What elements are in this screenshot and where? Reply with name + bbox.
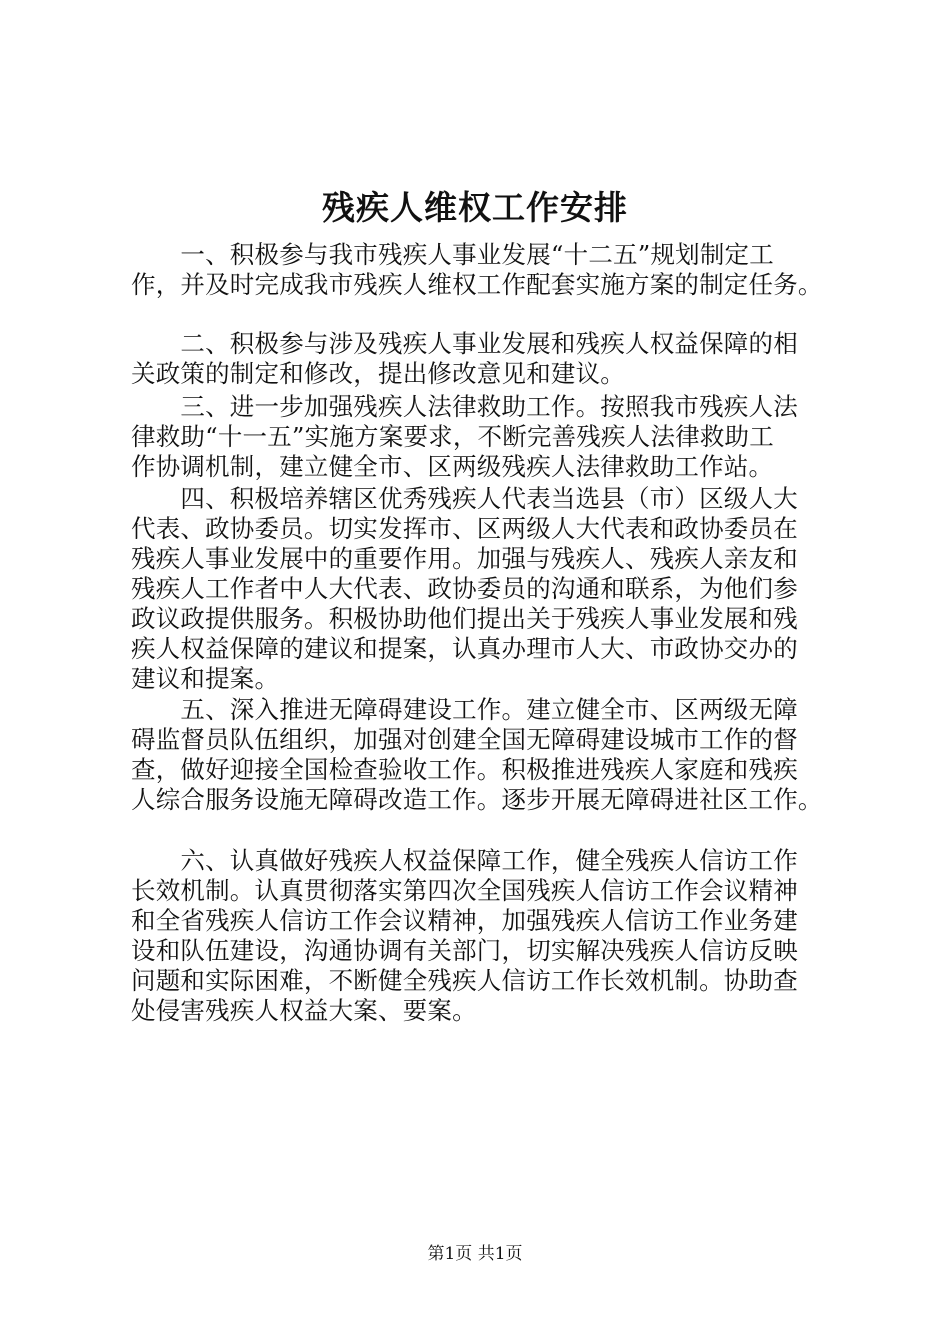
paragraph-1-line-1: 一、积极参与我市残疾人事业发展“十二五”规划制定工 xyxy=(131,240,774,269)
paragraph-4-line-6: 疾人权益保障的建议和提案，认真办理市人大、市政协交办的 xyxy=(131,634,798,663)
paragraph-4-line-1: 四、积极培养辖区优秀残疾人代表当选县（市）区级人大 xyxy=(131,484,798,513)
paragraph-6-line-1: 六、认真做好残疾人权益保障工作，健全残疾人信访工作 xyxy=(131,846,798,875)
paragraph-6-line-5: 问题和实际困难，不断健全残疾人信访工作长效机制。协助查 xyxy=(131,966,798,995)
paragraph-4-line-5: 政议政提供服务。积极协助他们提出关于残疾人事业发展和残 xyxy=(131,604,798,633)
paragraph-2-line-2: 关政策的制定和修改，提出修改意见和建议。 xyxy=(131,359,625,388)
paragraph-6-line-4: 设和队伍建设，沟通协调有关部门，切实解决残疾人信访反映 xyxy=(131,936,798,965)
paragraph-4-line-7: 建议和提案。 xyxy=(131,664,280,693)
paragraph-1-line-2: 作，并及时完成我市残疾人维权工作配套实施方案的制定任务。 xyxy=(131,270,823,299)
paragraph-5-line-2: 碍监督员队伍组织，加强对创建全国无障碍建设城市工作的督 xyxy=(131,725,798,754)
paragraph-5-line-4: 人综合服务设施无障碍改造工作。逐步开展无障碍进社区工作。 xyxy=(131,785,823,814)
paragraph-4-line-3: 残疾人事业发展中的重要作用。加强与残疾人、残疾人亲友和 xyxy=(131,544,798,573)
paragraph-2-line-1: 二、积极参与涉及残疾人事业发展和残疾人权益保障的相 xyxy=(131,329,798,358)
paragraph-6-line-6: 处侵害残疾人权益大案、要案。 xyxy=(131,996,477,1025)
page-title: 残疾人维权工作安排 xyxy=(322,188,628,227)
paragraph-3-line-3: 作协调机制，建立健全市、区两级残疾人法律救助工作站。 xyxy=(131,452,774,481)
paragraph-6-line-2: 长效机制。认真贯彻落实第四次全国残疾人信访工作会议精神 xyxy=(131,876,798,905)
paragraph-5-line-3: 查，做好迎接全国检查验收工作。积极推进残疾人家庭和残疾 xyxy=(131,755,798,784)
paragraph-5-line-1: 五、深入推进无障碍建设工作。建立健全市、区两级无障 xyxy=(131,695,798,724)
paragraph-4-line-2: 代表、政协委员。切实发挥市、区两级人大代表和政协委员在 xyxy=(131,514,798,543)
paragraph-4-line-4: 残疾人工作者中人大代表、政协委员的沟通和联系，为他们参 xyxy=(131,574,798,603)
paragraph-3-line-2: 律救助“十一五”实施方案要求，不断完善残疾人法律救助工 xyxy=(131,422,774,451)
page-footer: 第1页 共1页 xyxy=(427,1244,523,1264)
paragraph-6-line-3: 和全省残疾人信访工作会议精神，加强残疾人信访工作业务建 xyxy=(131,906,798,935)
paragraph-3-line-1: 三、进一步加强残疾人法律救助工作。按照我市残疾人法 xyxy=(131,392,798,421)
